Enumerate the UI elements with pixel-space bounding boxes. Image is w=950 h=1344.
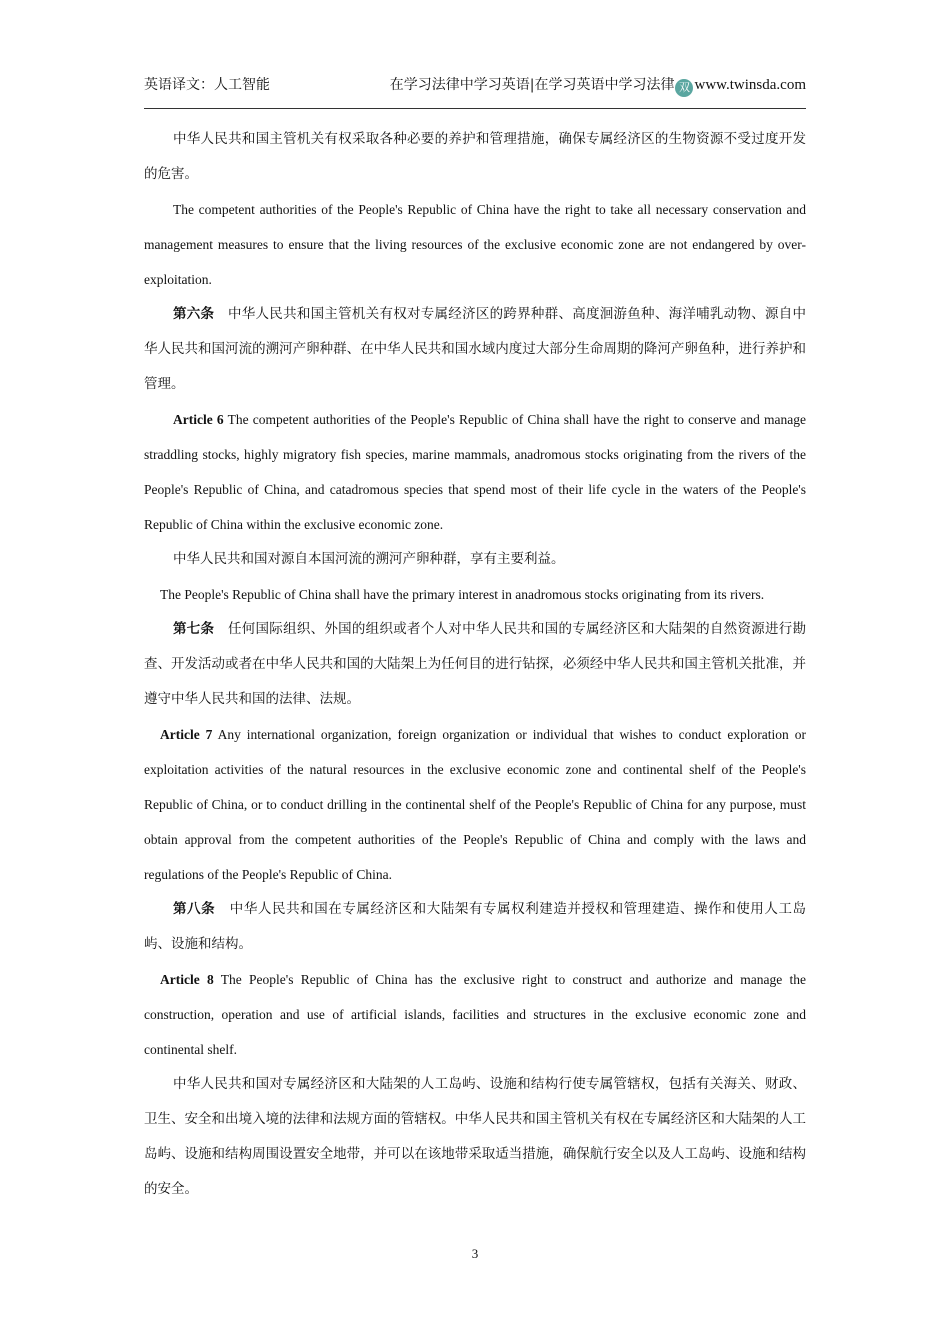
article-6-zh: 第六条 中华人民共和国主管机关有权对专属经济区的跨界种群、高度洄游鱼种、海洋哺乳动物、源自中华人民共和国河流的溯河产卵种群、在中华人民共和国水域内度过大部分生命周期的降河产卵鱼种，进行养护和管理。: [144, 306, 807, 392]
paragraph-zh: 中华人民共和国对源自本国河流的溯河产卵种群，享有主要利益。: [173, 551, 565, 567]
article-8-zh: 第八条 中华人民共和国在专属经济区和大陆架有专属权利建造并授权和管理建造、操作和使用人工岛屿、设施和结构。: [144, 901, 807, 952]
header-title: 英语译文：人工智能: [144, 77, 270, 93]
header-slogan: 在学习法律中学习英语|在学习英语中学习法律: [389, 77, 675, 93]
header-tagline: [390, 74, 806, 97]
article-label: 第六条: [173, 306, 215, 322]
page-number: 3: [471, 1246, 479, 1261]
paragraph-zh: 中华人民共和国对专属经济区和大陆架的人工岛屿、设施和结构行使专属管辖权，包括有关海关、财政、卫生、安全和出境入境的法律和法规方面的管辖权。中华人民共和国主管机关有权在专属经济区和大陆架的人工岛屿、设施和结构周围设置安全地带，并可以在该地带采取适当措施，确保航行安全以及人工岛屿、设施和结构的安全。: [144, 1076, 806, 1197]
paragraph-en: The People's Republic of China shall have the primary interest in anadromous stocks originating from its rivers.: [160, 587, 765, 602]
paragraph-zh: 中华人民共和国主管机关有权采取各种必要的养护和管理措施，确保专属经济区的生物资源不受过度开发的危害。: [144, 131, 806, 182]
header-divider: [144, 108, 806, 109]
article-label: 第七条: [173, 621, 215, 637]
twinsda-logo-icon: 双: [675, 79, 693, 97]
article-7-zh: 第七条 任何国际组织、外国的组织或者个人对中华人民共和国的专属经济区和大陆架的自然资源进行勘查、开发活动或者在中华人民共和国的大陆架上为任何目的进行钻探，必须经中华人民共和国主管机关批准，并遵守中华人民共和国的法律、法规。: [144, 621, 807, 707]
article-7-en: Article 7 Any international organization, foreign organization or individual that wishes to conduct exploration or exploitation activities of the natural resources in the exclusive economic zone and continental shelf of the People's Republic of China, or to conduct drilling in the continental shelf of the People's Republic of China for any purpose, must obtain approval from the competent authorities of the People's Republic of China and comply with the laws and regulations of the People's Republic of China.: [144, 727, 806, 882]
article-label: Article 8: [160, 972, 214, 987]
article-8-en: Article 8 The People's Republic of China has the exclusive right to construct and authorize and manage the construction, operation and use of artificial islands, facilities and structures in the exclusive economic zone and continental shelf.: [144, 972, 807, 1057]
paragraph-en: The competent authorities of the People's Republic of China have the right to take all necessary conservation and management measures to ensure that the living resources of the exclusive economic zone are not endangered by over-exploitation.: [144, 202, 806, 287]
page-header: [144, 70, 806, 98]
article-label: Article 6: [173, 412, 224, 427]
article-label: 第八条: [173, 901, 216, 917]
document-body: [144, 122, 806, 1207]
header-site-link[interactable]: www.twinsda.com: [694, 77, 806, 93]
article-6-en: Article 6 The competent authorities of the People's Republic of China shall have the right to conserve and manage straddling stocks, highly migratory fish species, marine mammals, anadromous stocks originating from the rivers of the People's Republic of China, and catadromous species that spend most of their life cycle in the waters of the People's Republic of China within the exclusive economic zone.: [144, 412, 806, 532]
article-label: Article 7: [160, 727, 213, 742]
